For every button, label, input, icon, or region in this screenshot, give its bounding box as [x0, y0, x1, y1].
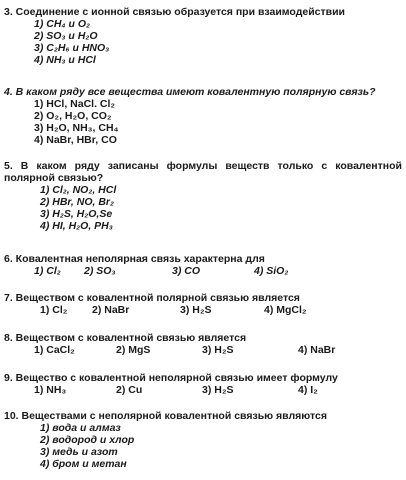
question-9-stem: 9. Вещество с ковалентной неполярной связью имеет формулу — [4, 372, 338, 384]
question-4 — [4, 86, 402, 146]
question-5-option-2: 2) HBr, NO, Br₂ — [40, 196, 115, 208]
question-10-option-1: 1) вода и алмаз — [40, 422, 121, 434]
question-3 — [4, 6, 402, 66]
question-7-option-3: 3) H₂S — [180, 304, 212, 316]
question-6-option-3: 3) CO — [172, 265, 201, 277]
question-10-option-4: 4) бром и метан — [40, 458, 127, 470]
question-4-options — [4, 98, 402, 146]
question-8-option-4: 4) NaBr — [298, 344, 336, 356]
question-3-option-2: 2) SO₃ и H₂O — [34, 30, 98, 42]
question-4-option-3: 3) H₂O, NH₃, CH₄ — [34, 122, 119, 134]
question-6-stem: 6. Ковалентная неполярная связь характерна для — [4, 253, 265, 265]
question-5-options — [4, 184, 402, 232]
question-3-options — [4, 18, 402, 66]
question-3-stem: 3. Соединение с ионной связью образуется при взаимодействии — [4, 6, 345, 18]
question-5 — [4, 160, 402, 232]
question-5-stem: 5. В каком ряду записаны формулы веществ только с ковалентной полярной связью? — [4, 160, 402, 184]
question-7-options — [4, 304, 402, 316]
question-4-option-1: 1) HCl, NaCl. Cl₂ — [34, 98, 116, 110]
question-10-option-2: 2) водород и хлор — [40, 434, 135, 446]
question-4-option-4: 4) NaBr, HBr, CO — [34, 134, 117, 146]
question-8-option-3: 3) H₂S — [202, 344, 234, 356]
question-7-stem: 7. Веществом с ковалентной полярной связью является — [4, 292, 300, 304]
question-9-option-1: 1) NH₃ — [34, 384, 67, 396]
question-10 — [4, 410, 402, 470]
question-7-option-1: 1) Cl₂ — [40, 304, 68, 316]
question-6-option-4: 4) SiO₂ — [254, 265, 289, 277]
question-6-options — [4, 265, 402, 277]
question-8-stem: 8. Веществом с ковалентной связью является — [4, 332, 247, 344]
question-8 — [4, 332, 402, 356]
question-3-option-3: 3) C₂H₆ и HNO₃ — [34, 42, 110, 54]
question-4-option-2: 2) O₂, H₂O, CO₂ — [34, 110, 112, 122]
question-9-option-2: 2) Cu — [116, 384, 143, 396]
question-9-option-4: 4) I₂ — [298, 384, 318, 396]
question-7-option-4: 4) MgCl₂ — [264, 304, 307, 316]
question-6-option-1: 1) Cl₂ — [34, 265, 61, 277]
question-5-option-1: 1) Cl₂, NO₂, HCl — [40, 184, 117, 196]
question-8-option-1: 1) CaCl₂ — [34, 344, 75, 356]
question-8-options — [4, 344, 402, 356]
question-6-option-2: 2) SO₃ — [84, 265, 116, 277]
question-10-option-3: 3) медь и азот — [40, 446, 118, 458]
question-3-option-4: 4) NH₃ и HCl — [34, 54, 96, 66]
question-5-option-3: 3) H₂S, H₂O,Se — [40, 208, 113, 220]
question-8-option-2: 2) MgS — [116, 344, 151, 356]
question-5-option-4: 4) HI, H₂O, PH₃ — [40, 220, 113, 232]
question-3-option-1: 1) CH₄ и O₂ — [34, 18, 91, 30]
question-7-option-2: 2) NaBr — [92, 304, 130, 316]
question-10-options — [4, 422, 402, 470]
question-9 — [4, 372, 402, 396]
question-9-options — [4, 384, 402, 396]
question-7 — [4, 292, 402, 316]
question-4-stem: 4. В каком ряду все вещества имеют ковалентную полярную связь? — [4, 86, 376, 98]
question-9-option-3: 3) H₂S — [202, 384, 234, 396]
question-10-stem: 10. Веществами с неполярной ковалентной связью являются — [4, 410, 327, 422]
question-6 — [4, 253, 402, 277]
